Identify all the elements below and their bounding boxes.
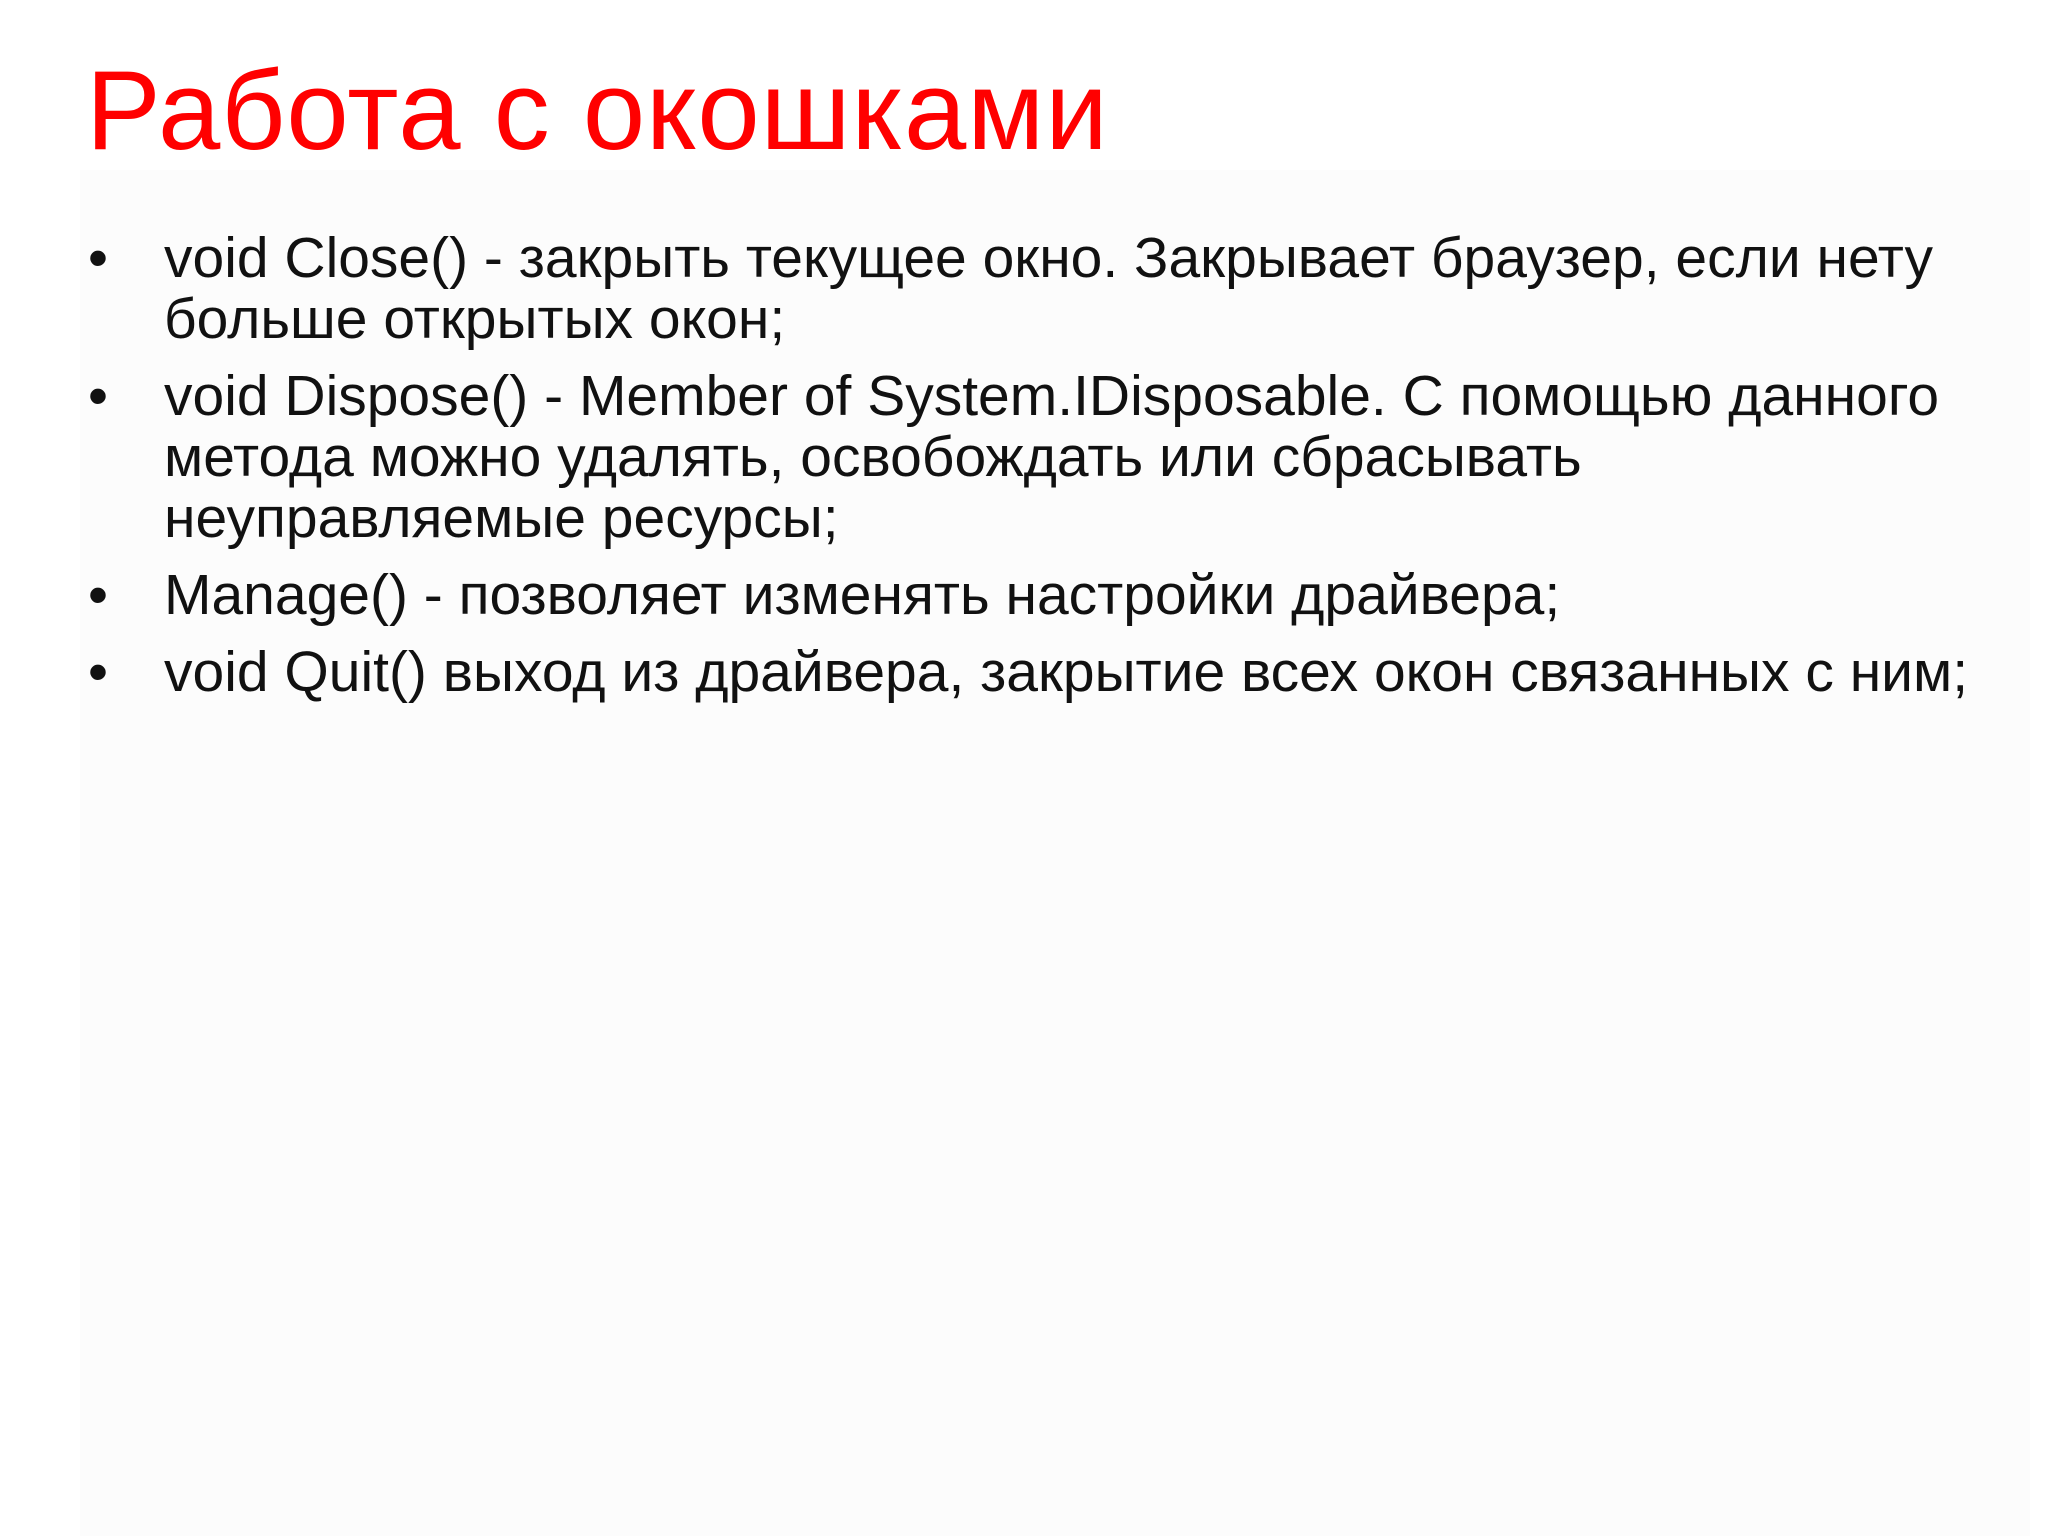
bullet-icon: • <box>88 640 108 704</box>
bullet-text: Manage() - позволяет изменять настройки драйвера; <box>164 563 1561 627</box>
bullet-text: void Quit() выход из драйвера, закрытие всех окон связанных с ним; <box>164 640 1969 704</box>
bullet-list <box>86 228 2006 719</box>
bullet-icon: • <box>88 226 108 290</box>
bullet-item-manage <box>86 565 2006 626</box>
bullet-text: void Close() - закрыть текущее окно. Закрывает браузер, если нету больше открытых окон; <box>164 226 1934 351</box>
bullet-item-dispose <box>86 366 2006 549</box>
bullet-item-quit <box>86 642 2006 703</box>
slide-title: Работа с окошками <box>86 48 1109 173</box>
bullet-text: void Dispose() - Member of System.IDisposable. С помощью данного метода можно удалять, освобождать или сбрасывать неуправляемые ресурсы; <box>164 364 1940 550</box>
bullet-item-close <box>86 228 2006 350</box>
bullet-icon: • <box>88 364 108 428</box>
bullet-icon: • <box>88 563 108 627</box>
